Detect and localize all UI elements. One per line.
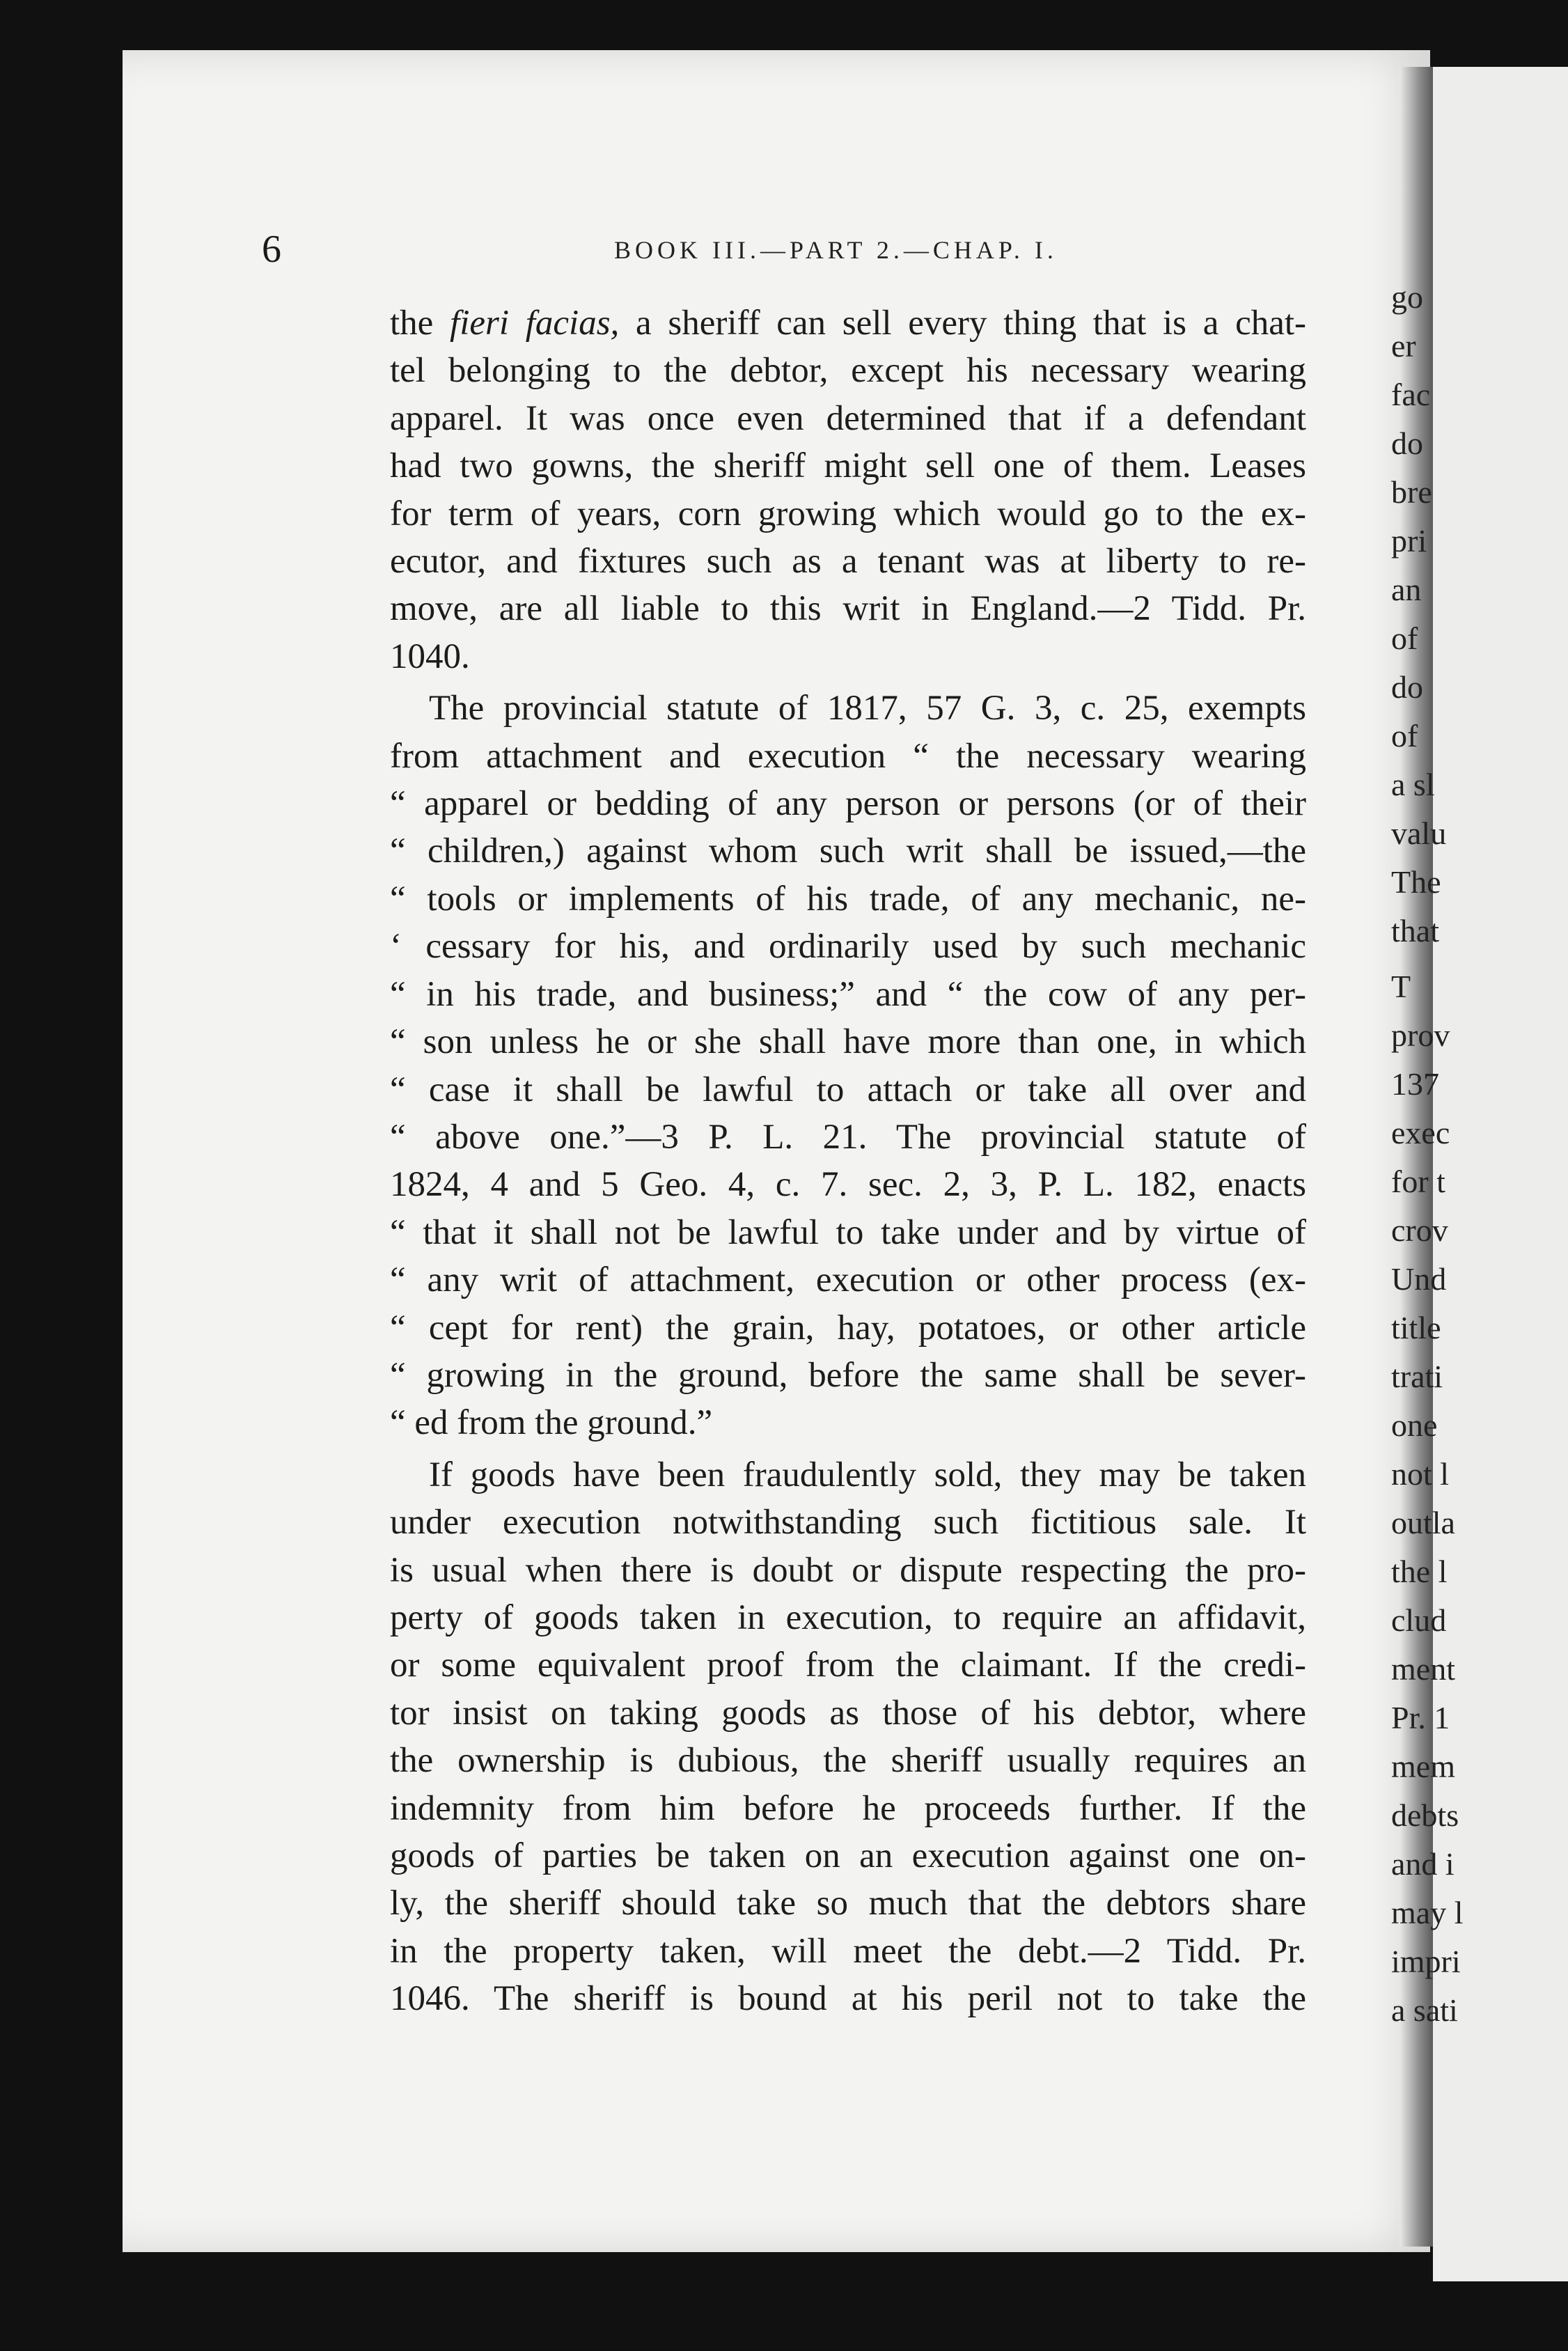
- facing-page-fragment: er: [1391, 328, 1416, 364]
- text-line: If goods have been fraudulently sold, they may be taken: [429, 1455, 1306, 1494]
- text-line: 1824, 4 and 5 Geo. 4, c. 7. sec. 2, 3, P. L. 182, enacts: [390, 1165, 1306, 1205]
- facing-page-fragment: T: [1391, 969, 1411, 1004]
- facing-page-fragment: 137: [1391, 1066, 1439, 1102]
- facing-page-fragment: Und: [1391, 1261, 1447, 1297]
- text-line: goods of parties be taken on an execution against one on-: [390, 1836, 1306, 1875]
- facing-page-fragment: ment: [1391, 1651, 1455, 1687]
- text-line: or some equivalent proof from the claimant. If the credi-: [390, 1646, 1306, 1685]
- facing-page-fragment: a sl: [1391, 767, 1435, 802]
- facing-page-fragment: title: [1391, 1310, 1441, 1345]
- text-line: “ any writ of attachment, execution or other process (ex-: [390, 1260, 1306, 1300]
- text-line: “ cept for rent) the grain, hay, potatoes, or other article: [390, 1308, 1306, 1348]
- facing-page-fragment: outla: [1391, 1505, 1455, 1540]
- facing-page-fragment: not l: [1391, 1456, 1450, 1492]
- facing-page-fragment: one: [1391, 1407, 1438, 1443]
- facing-page-fragment: bre: [1391, 474, 1432, 510]
- text-line: in the property taken, will meet the debt.—2 Tidd. Pr.: [390, 1931, 1306, 1971]
- text-line: tor insist on taking goods as those of his debtor, where: [390, 1693, 1306, 1733]
- facing-page-edge: [1391, 67, 1568, 2281]
- facing-page-fragment: debts: [1391, 1797, 1459, 1833]
- page-number: 6: [262, 228, 281, 271]
- facing-page-fragment: clud: [1391, 1602, 1447, 1638]
- facing-page-fragment: valu: [1391, 815, 1447, 851]
- text-line: from attachment and execution “ the necessary wearing: [390, 736, 1306, 776]
- text-line: “ case it shall be lawful to attach or take all over and: [390, 1070, 1306, 1109]
- paragraph-2: [390, 685, 1306, 1447]
- text-line: “ in his trade, and business;” and “ the cow of any per-: [390, 974, 1306, 1014]
- facing-page-fragment: of: [1391, 620, 1418, 656]
- facing-page-fragment: mem: [1391, 1749, 1455, 1784]
- facing-page-fragment: The: [1391, 864, 1441, 900]
- text-line: the fieri facias, a sheriff can sell every thing that is a chat-: [390, 304, 1306, 343]
- facing-page-fragment: pri: [1391, 523, 1427, 559]
- text-line: indemnity from him before he proceeds further. If the: [390, 1788, 1306, 1828]
- page-header: [0, 227, 1568, 269]
- facing-page-fragment: go: [1391, 279, 1423, 315]
- facing-page-fragment: the l: [1391, 1554, 1448, 1589]
- text-line: “ son unless he or she shall have more than one, in which: [390, 1022, 1306, 1062]
- text-line: “ apparel or bedding of any person or persons (or of their: [390, 784, 1306, 824]
- facing-page-fragment: and i: [1391, 1846, 1455, 1882]
- text-line: perty of goods taken in execution, to require an affidavit,: [390, 1598, 1306, 1637]
- text-line: “ above one.”—3 P. L. 21. The provincial statute of: [390, 1117, 1306, 1157]
- facing-page-fragment: do: [1391, 669, 1423, 705]
- text-line: “ ed from the ground.”: [390, 1403, 713, 1443]
- body-text: [390, 299, 1306, 2027]
- text-line: move, are all liable to this writ in England.—2 Tidd. Pr.: [390, 589, 1306, 629]
- facing-page-fragment: an: [1391, 572, 1422, 607]
- facing-page-fragment: Pr. 1: [1391, 1700, 1450, 1735]
- text-line: “ that it shall not be lawful to take under and by virtue of: [390, 1212, 1306, 1252]
- text-line: tel belonging to the debtor, except his necessary wearing: [390, 351, 1306, 391]
- text-line: 1040.: [390, 636, 470, 676]
- text-line: for term of years, corn growing which would go to the ex-: [390, 494, 1306, 533]
- facing-page-fragment: exec: [1391, 1115, 1450, 1150]
- text-line: “ growing in the ground, before the same shall be sever-: [390, 1355, 1306, 1395]
- text-line: ecutor, and fixtures such as a tenant was at liberty to re-: [390, 542, 1306, 581]
- text-line: had two gowns, the sheriff might sell one of them. Leases: [390, 446, 1306, 486]
- facing-page-fragment: trati: [1391, 1359, 1443, 1394]
- facing-page-fragment: may l: [1391, 1895, 1464, 1930]
- facing-page-fragment: of: [1391, 718, 1418, 753]
- text-line: “ tools or implements of his trade, of any mechanic, ne-: [390, 879, 1306, 919]
- paragraph-1: [390, 299, 1306, 680]
- facing-page-fragment: impri: [1391, 1944, 1461, 1979]
- facing-page-fragment: for t: [1391, 1164, 1445, 1199]
- facing-page-fragment: a sati: [1391, 1992, 1458, 2028]
- text-line: 1046. The sheriff is bound at his peril not to take the: [390, 1979, 1306, 2019]
- running-title: BOOK III.—PART 2.—CHAP. I.: [614, 236, 1058, 264]
- text-line: The provincial statute of 1817, 57 G. 3, c. 25, exempts: [429, 689, 1306, 728]
- text-line: is usual when there is doubt or dispute respecting the pro-: [390, 1550, 1306, 1590]
- facing-page-fragment: do: [1391, 425, 1423, 461]
- facing-page-fragment: fac: [1391, 377, 1431, 412]
- text-line: the ownership is dubious, the sheriff usually requires an: [390, 1741, 1306, 1781]
- text-line: “ children,) against whom such writ shall be issued,—the: [390, 831, 1306, 871]
- text-line: apparel. It was once even determined that if a defendant: [390, 398, 1306, 438]
- paragraph-3: [390, 1451, 1306, 2023]
- facing-page-fragment: crov: [1391, 1212, 1448, 1248]
- text-line: under execution notwithstanding such fictitious sale. It: [390, 1503, 1306, 1542]
- text-line: ‘ cessary for his, and ordinarily used by such mechanic: [390, 927, 1306, 967]
- text-line: ly, the sheriff should take so much that the debtors share: [390, 1884, 1306, 1923]
- facing-page-fragment: prov: [1391, 1017, 1450, 1053]
- facing-page-fragment: that: [1391, 913, 1439, 948]
